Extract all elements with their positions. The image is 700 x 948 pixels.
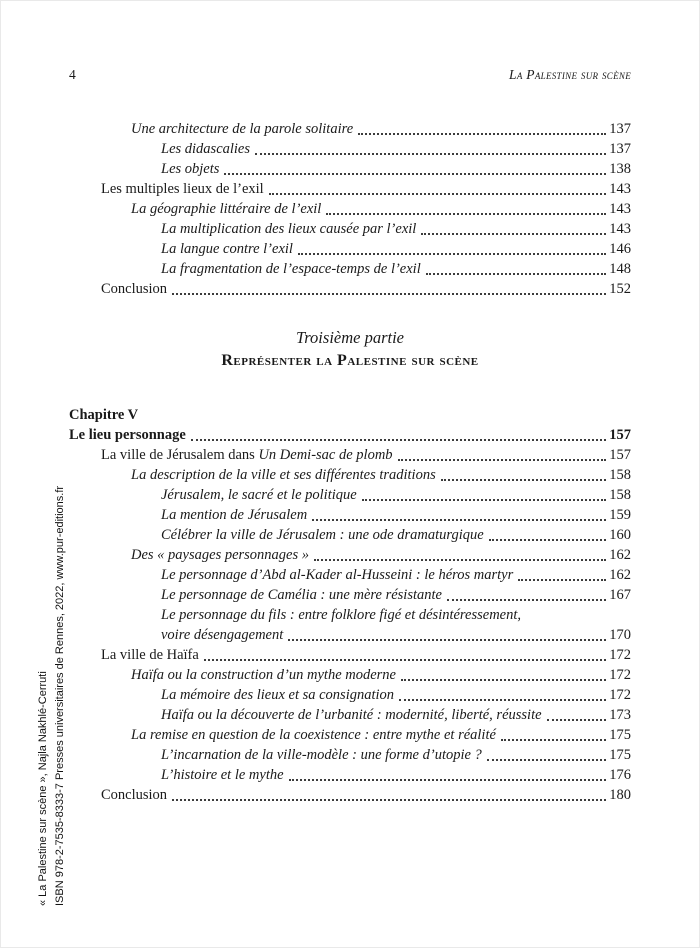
toc-page-number: 172 <box>609 647 631 663</box>
toc-entry <box>69 139 631 159</box>
toc-entry-label: Haïfa ou la construction d’un mythe moderne <box>131 667 396 683</box>
toc-section-bottom <box>69 425 631 805</box>
dot-leader <box>224 173 606 175</box>
dot-leader <box>398 459 607 461</box>
dot-leader <box>447 599 606 601</box>
toc-page-number: 157 <box>609 447 631 463</box>
toc-page-number: 143 <box>609 201 631 217</box>
toc-entry <box>69 239 631 259</box>
toc-entry-label: Célébrer la ville de Jérusalem : une ode dramaturgique <box>161 527 484 543</box>
dot-leader <box>326 213 606 215</box>
watermark-isbn: ISBN 978-2-7535-8333-7 Presses universitaires de Rennes, 2022, www.pur-editions.fr <box>54 485 66 906</box>
toc-entry-label: La mention de Jérusalem <box>161 507 308 523</box>
toc-entry-label: Le personnage d’Abd al-Kader al-Husseini : le héros martyr <box>161 567 514 583</box>
dot-leader <box>204 659 606 661</box>
toc-entry <box>69 745 631 765</box>
toc-page-number: 158 <box>609 467 631 483</box>
toc-page-number: 170 <box>609 627 631 643</box>
toc-entry <box>69 259 631 279</box>
watermark-citation: « La Palestine sur scène », Najla Nakhlé-Cerruti <box>37 671 49 906</box>
part-title: Représenter la Palestine sur scène <box>221 352 479 369</box>
toc-entry-label: La description de la ville et ses différentes traditions <box>131 467 436 483</box>
toc-entry-label: Jérusalem, le sacré et le politique <box>161 487 357 503</box>
toc-entry-label: Les didascalies <box>161 141 251 157</box>
toc-section-top <box>69 119 631 299</box>
dot-leader <box>255 153 606 155</box>
page-header <box>69 67 631 83</box>
dot-leader <box>518 579 606 581</box>
toc-entry <box>69 279 631 299</box>
toc-page-number: 137 <box>609 141 631 157</box>
dot-leader <box>288 639 606 641</box>
toc-entry <box>69 605 631 625</box>
toc-entry-label: La remise en question de la coexistence : entre mythe et réalité <box>131 727 496 743</box>
toc-entry <box>69 525 631 545</box>
toc-page-number: 152 <box>609 281 631 297</box>
toc-entry <box>69 545 631 565</box>
dot-leader <box>289 779 607 781</box>
toc-entry-label: Une architecture de la parole solitaire <box>131 121 354 137</box>
toc-page-number: 172 <box>609 667 631 683</box>
toc-page-number: 160 <box>609 527 631 543</box>
toc-page-number: 158 <box>609 487 631 503</box>
toc-page-number: 162 <box>609 547 631 563</box>
part-kicker: Troisième partie <box>295 328 404 347</box>
part-heading <box>69 327 631 373</box>
chapter-label: Chapitre V <box>69 407 139 423</box>
dot-leader <box>172 293 606 295</box>
toc-entry-label: voire désengagement <box>161 627 284 643</box>
toc-page-number: 175 <box>609 727 631 743</box>
toc-page-number: 137 <box>609 121 631 137</box>
running-header: La Palestine sur scène <box>509 67 631 82</box>
toc-entry <box>69 485 631 505</box>
dot-leader <box>489 539 607 541</box>
toc-entry <box>69 425 631 445</box>
dot-leader <box>172 799 606 801</box>
toc-page-number: 148 <box>609 261 631 277</box>
dot-leader <box>269 193 607 195</box>
toc-entry <box>69 765 631 785</box>
dot-leader <box>399 699 606 701</box>
toc-page-number: 159 <box>609 507 631 523</box>
toc-entry <box>69 785 631 805</box>
toc-entry <box>69 119 631 139</box>
toc-entry <box>69 505 631 525</box>
dot-leader <box>501 739 606 741</box>
toc-page-number: 167 <box>609 587 631 603</box>
toc-entry <box>69 625 631 645</box>
toc-entry <box>69 199 631 219</box>
toc-entry-label: La géographie littéraire de l’exil <box>131 201 322 217</box>
toc-entry-label: La mémoire des lieux et sa consignation <box>161 687 395 703</box>
toc-entry-label: La ville de Haïfa <box>101 647 199 663</box>
toc-entry-label: L’incarnation de la ville-modèle : une forme d’utopie ? <box>161 747 482 763</box>
toc-entry <box>69 725 631 745</box>
toc-entry-label: Des « paysages personnages » <box>131 547 310 563</box>
toc-entry <box>69 219 631 239</box>
toc-entry-label: Haïfa ou la découverte de l’urbanité : modernité, liberté, réussite <box>161 707 542 723</box>
toc-page-number: 157 <box>609 427 631 443</box>
toc-page-number: 143 <box>609 221 631 237</box>
toc-entry-label: Conclusion <box>101 787 168 803</box>
toc-entry <box>69 565 631 585</box>
toc-page-number: 138 <box>609 161 631 177</box>
toc-entry-label: Conclusion <box>101 281 168 297</box>
toc-page-number: 173 <box>609 707 631 723</box>
toc-page-number: 143 <box>609 181 631 197</box>
toc-entry <box>69 685 631 705</box>
toc-entry <box>69 159 631 179</box>
toc-page-number: 146 <box>609 241 631 257</box>
toc-page-number: 172 <box>609 687 631 703</box>
toc-entry <box>69 445 631 465</box>
toc-entry <box>69 179 631 199</box>
toc-entry-label: La langue contre l’exil <box>161 241 293 257</box>
toc-page-number: 180 <box>609 787 631 803</box>
dot-leader <box>441 479 607 481</box>
table-of-contents <box>69 119 631 805</box>
dot-leader <box>191 439 606 441</box>
toc-entry-label: Les objets <box>161 161 220 177</box>
toc-page-number: 175 <box>609 747 631 763</box>
toc-entry-label: La ville de Jérusalem dans Un Demi-sac de plomb <box>101 447 393 463</box>
toc-page-number: 162 <box>609 567 631 583</box>
toc-entry <box>69 665 631 685</box>
toc-entry-label: Le personnage de Camélia : une mère résistante <box>161 587 442 603</box>
toc-page-number: 176 <box>609 767 631 783</box>
toc-entry <box>69 585 631 605</box>
toc-entry-label: Les multiples lieux de l’exil <box>101 181 264 197</box>
dot-leader <box>421 233 606 235</box>
toc-entry-label: Le lieu personnage <box>69 427 186 443</box>
toc-entry <box>69 645 631 665</box>
toc-entry <box>69 465 631 485</box>
dot-leader <box>358 133 606 135</box>
page-number: 4 <box>69 67 76 82</box>
toc-entry-label: La fragmentation de l’espace-temps de l’exil <box>161 261 421 277</box>
dot-leader <box>362 499 607 501</box>
dot-leader <box>298 253 606 255</box>
toc-entry-label: La multiplication des lieux causée par l’exil <box>161 221 417 237</box>
toc-entry <box>69 705 631 725</box>
dot-leader <box>487 759 606 761</box>
dot-leader <box>314 559 606 561</box>
dot-leader <box>426 273 607 275</box>
dot-leader <box>547 719 607 721</box>
toc-entry-label: L’histoire et le mythe <box>161 767 284 783</box>
toc-entry-label: Le personnage du fils : entre folklore figé et désintéressement, <box>161 607 522 623</box>
dot-leader <box>312 519 606 521</box>
dot-leader <box>401 679 606 681</box>
